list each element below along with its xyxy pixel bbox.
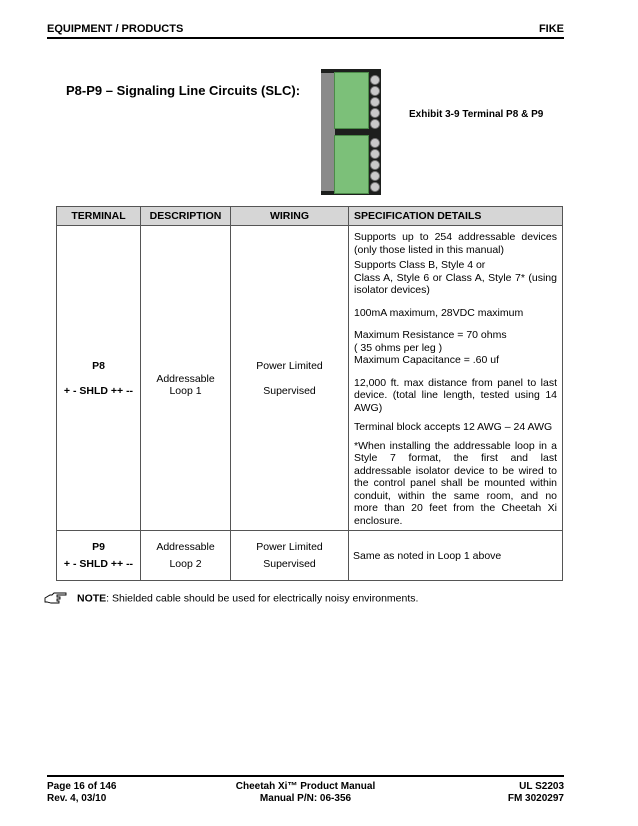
terminal-spec-table xyxy=(56,206,563,581)
header-brand: FIKE xyxy=(538,23,564,35)
spec-details-cell xyxy=(349,531,563,581)
note-label: NOTE xyxy=(77,592,107,605)
note-text: : Shielded cable should be used for electrically noisy environments. xyxy=(106,592,419,605)
terminal-pins: + - SHLD ++ -- xyxy=(63,384,134,397)
spec-detail: *When installing the addressable loop in a Style 7 format, the first and last addressable isolator device to be wired to the control panel shall be mounted within conduit, within the same room, and no more than 20 feet from the Cheetah Xi enclosure. xyxy=(354,439,557,527)
wiring-line: Power Limited xyxy=(256,541,323,553)
section-title: P8-P9 – Signaling Line Circuits (SLC): xyxy=(66,83,301,98)
footer-fm-approval: FM 3020297 xyxy=(507,793,564,804)
table-row xyxy=(57,531,563,581)
header-section: EQUIPMENT / PRODUCTS xyxy=(47,23,184,35)
spec-detail: ( 35 ohms per leg ) xyxy=(354,341,443,354)
table-header-row xyxy=(57,207,563,226)
spec-detail: Same as noted in Loop 1 above xyxy=(353,549,502,562)
spec-detail: 12,000 ft. max distance from panel to last device. (total line length, tested using 14 AWG) xyxy=(354,376,557,414)
spec-detail: Maximum Resistance = 70 ohms xyxy=(354,329,507,341)
spec-details-cell xyxy=(349,226,563,531)
exhibit-caption: Exhibit 3-9 Terminal P8 & P9 xyxy=(409,109,544,120)
pointing-hand-icon xyxy=(44,592,68,605)
terminal-name: P9 xyxy=(92,541,105,553)
footer-ul-listing: UL S2203 xyxy=(519,781,564,792)
col-header-terminal: TERMINAL xyxy=(57,207,141,226)
wiring-line: Power Limited xyxy=(256,359,323,372)
page-footer xyxy=(47,775,564,804)
spec-detail: Supports up to 254 addressable devices (only those listed in this manual) xyxy=(354,231,557,256)
footer-page-number: Page 16 of 146 xyxy=(47,781,117,792)
wiring-line: Supervised xyxy=(263,384,316,397)
footer-part-number: Manual P/N: 06-356 xyxy=(259,793,352,804)
wiring-line: Supervised xyxy=(263,558,316,570)
description-cell xyxy=(141,531,231,581)
col-header-wiring: WIRING xyxy=(231,207,349,226)
spec-detail: Supports Class B, Style 4 or xyxy=(354,259,486,271)
terminal-block-photo xyxy=(321,69,381,195)
terminal-cell xyxy=(57,531,141,581)
description-line: Addressable xyxy=(156,541,215,553)
col-header-specification: SPECIFICATION DETAILS xyxy=(349,207,563,226)
description-line: Addressable xyxy=(156,373,215,385)
description-line: Loop 1 xyxy=(169,385,202,397)
spec-detail: 100mA maximum, 28VDC maximum xyxy=(354,306,524,319)
spec-detail: Terminal block accepts 12 AWG – 24 AWG xyxy=(354,421,553,433)
page-header xyxy=(47,23,564,39)
terminal-name: P8 xyxy=(92,359,105,372)
spec-detail: Maximum Capacitance = .60 uf xyxy=(354,354,500,366)
table-row xyxy=(57,226,563,531)
terminal-cell xyxy=(57,226,141,531)
wiring-cell xyxy=(231,226,349,531)
footer-manual-title: Cheetah Xi™ Product Manual xyxy=(235,781,376,792)
wiring-cell xyxy=(231,531,349,581)
description-line: Loop 2 xyxy=(169,558,202,570)
terminal-pins: + - SHLD ++ -- xyxy=(63,558,134,570)
description-cell xyxy=(141,226,231,531)
note xyxy=(44,592,418,605)
spec-detail: Class A, Style 6 or Class A, Style 7* (using isolator devices) xyxy=(354,271,557,296)
col-header-description: DESCRIPTION xyxy=(141,207,231,226)
footer-revision: Rev. 4, 03/10 xyxy=(47,793,107,804)
